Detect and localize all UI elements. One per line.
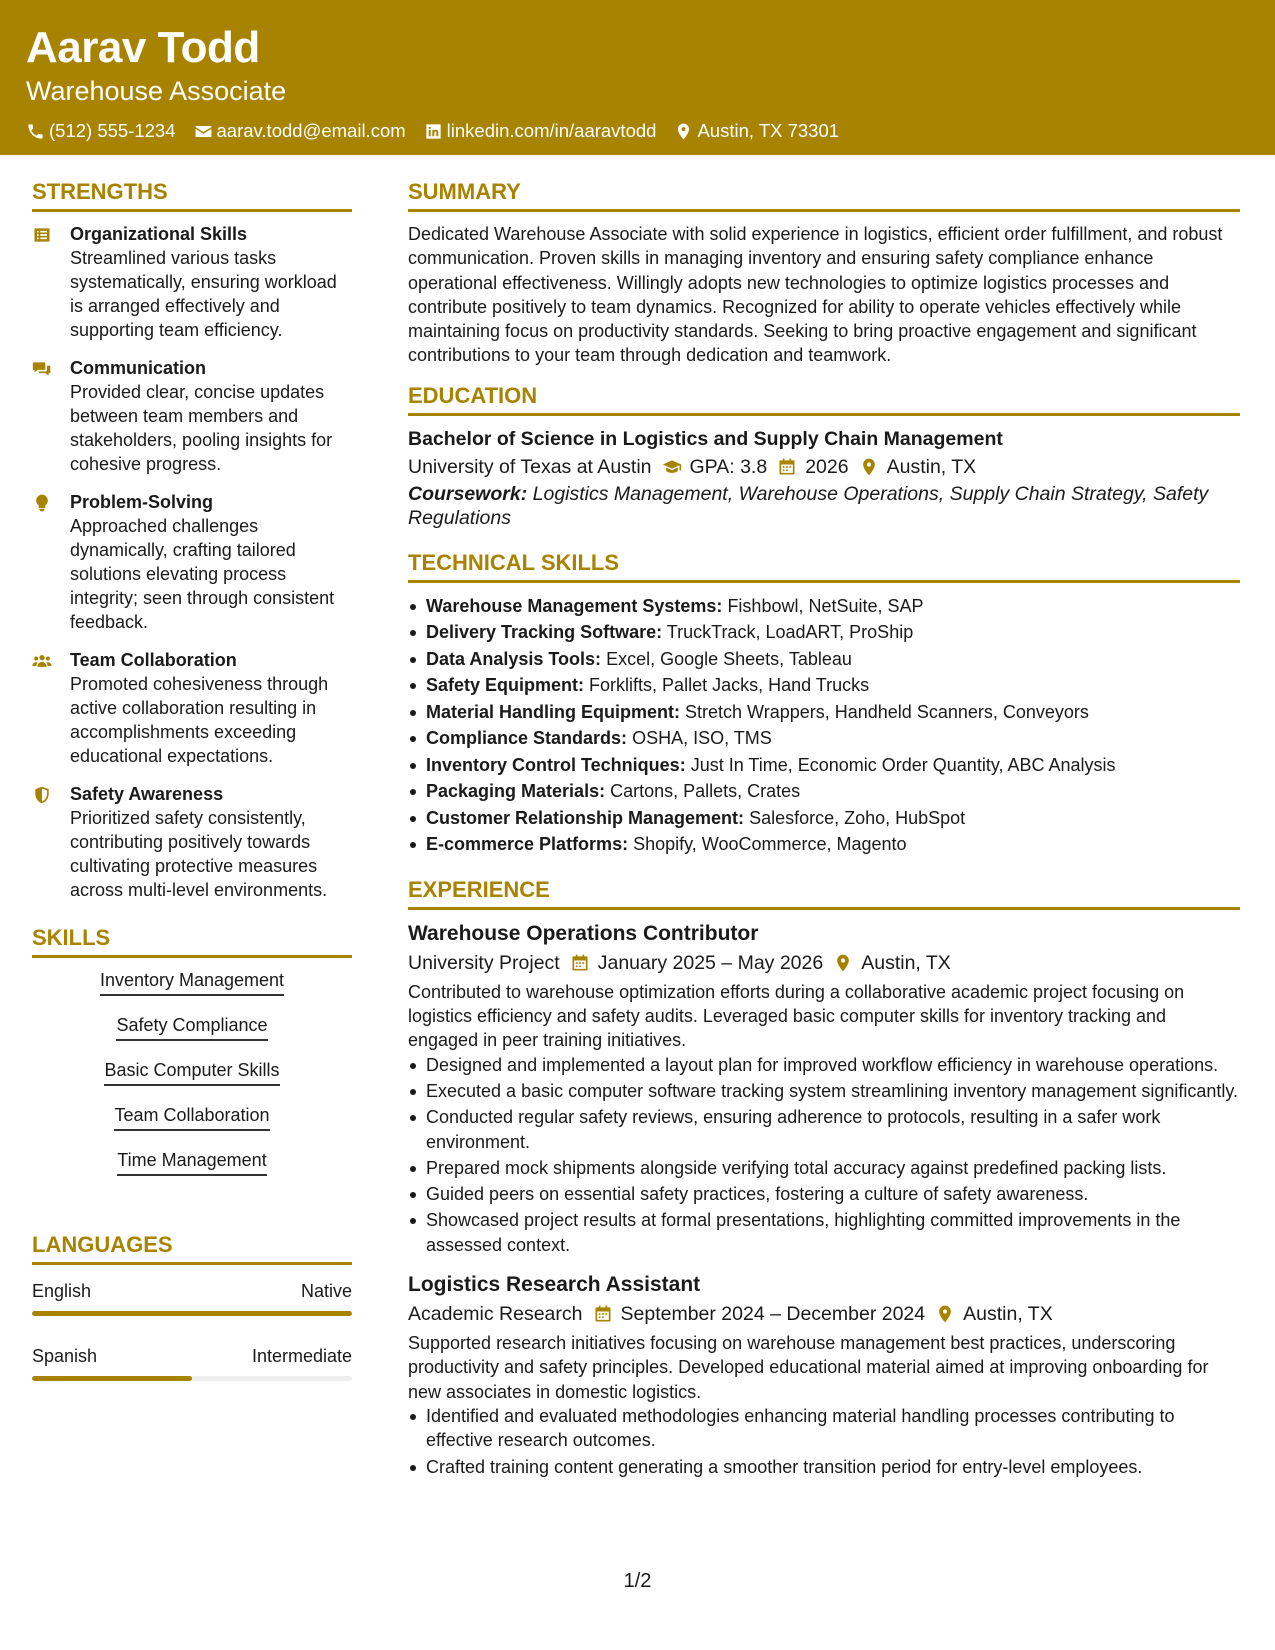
resume-header [0, 0, 1275, 155]
strength-title: Problem-Solving [70, 492, 214, 512]
skill-tag: Time Management [117, 1148, 266, 1176]
tech-skill-value: Forklifts, Pallet Jacks, Hand Trucks [589, 675, 870, 696]
tech-skill-label: E-commerce Platforms: [426, 834, 629, 855]
linkedin-icon [424, 122, 443, 141]
job-title: Warehouse Operations Contributor [408, 921, 759, 945]
language-name: English [32, 1281, 92, 1301]
candidate-name: Aarav Todd [26, 23, 260, 72]
job-bullets [408, 1404, 1240, 1479]
page-number: 1/2 [623, 1570, 652, 1592]
tech-skill-label: Delivery Tracking Software: [426, 622, 663, 643]
skill-tag: Basic Computer Skills [104, 1058, 279, 1086]
map-pin-icon [935, 1304, 955, 1324]
linkedin-contact[interactable] [424, 120, 657, 142]
language-proficiency-bar [32, 1376, 352, 1381]
strength-item [32, 648, 352, 768]
candidate-title: Warehouse Associate [26, 76, 287, 106]
skills-list [32, 968, 352, 1193]
job-title: Logistics Research Assistant [408, 1273, 701, 1297]
list-item [408, 805, 1240, 832]
education-gpa: GPA: 3.8 [689, 455, 768, 478]
list-item [408, 831, 1240, 858]
job-bullets [408, 1053, 1240, 1257]
tech-skill-label: Compliance Standards: [426, 728, 628, 749]
education-coursework [408, 482, 1240, 531]
language-proficiency-fill [32, 1311, 352, 1316]
phone-text: (512) 555-1234 [49, 120, 176, 141]
skill-tag: Safety Compliance [116, 1013, 267, 1041]
education-year: 2026 [805, 455, 849, 478]
list-icon [32, 225, 52, 245]
skill-tag: Inventory Management [100, 968, 284, 996]
calendar-icon [593, 1304, 613, 1324]
language-name: Spanish [32, 1346, 98, 1366]
tech-skill-label: Inventory Control Techniques: [426, 754, 686, 775]
job-meta [408, 1299, 1240, 1329]
strength-item [32, 782, 352, 902]
list-item [408, 593, 1240, 620]
tech-skill-value: TruckTrack, LoadART, ProShip [666, 622, 914, 643]
job-dates: September 2024 – December 2024 [620, 1303, 926, 1326]
tech-skill-label: Data Analysis Tools: [426, 648, 602, 669]
skills-heading: SKILLS [32, 924, 352, 958]
strength-desc: Promoted cohesiveness through active collaboration resulting in accomplishments exceeding educational expectations. [70, 674, 329, 766]
job-location: Austin, TX [963, 1303, 1053, 1326]
coursework-label: Coursework: [408, 482, 528, 505]
list-item: Executed a basic computer software tracking system streamlining inventory management significantly. [408, 1079, 1240, 1103]
languages-heading: LANGUAGES [32, 1231, 352, 1265]
experience-heading: EXPERIENCE [408, 876, 1240, 910]
job-description: Supported research initiatives focusing on warehouse management best practices, underscoring productivity and safety principles. Developed educational material aimed at improving onboarding for new associates in domestic logistics. [408, 1333, 1209, 1402]
left-column [32, 178, 352, 1381]
experience-entry [408, 1271, 1240, 1479]
tech-skill-value: Stretch Wrappers, Handheld Scanners, Conveyors [685, 701, 1089, 722]
phone-contact [26, 120, 176, 142]
users-icon [32, 651, 52, 671]
strength-title: Organizational Skills [70, 224, 248, 244]
job-dates: January 2025 – May 2026 [597, 951, 824, 974]
strengths-heading: STRENGTHS [32, 178, 352, 212]
tech-skill-value: Excel, Google Sheets, Tableau [606, 648, 852, 669]
map-pin-icon [859, 457, 879, 477]
lightbulb-icon [32, 493, 52, 513]
job-org: Academic Research [408, 1303, 583, 1326]
language-item [32, 1344, 352, 1381]
email-contact[interactable] [194, 120, 406, 142]
strength-item [32, 222, 352, 342]
email-text: aarav.todd@email.com [216, 120, 406, 141]
tech-skill-label: Warehouse Management Systems: [426, 595, 723, 616]
strength-title: Safety Awareness [70, 784, 224, 804]
envelope-icon [194, 122, 213, 141]
list-item: Showcased project results at formal presentations, highlighting committed improvements in the assessed context. [408, 1208, 1240, 1257]
tech-skill-value: Just In Time, Economic Order Quantity, ABC Analysis [690, 754, 1116, 775]
education-meta [408, 452, 1240, 482]
strength-desc: Streamlined various tasks systematically, ensuring workload is arranged effectively and supporting team efficiency. [70, 248, 337, 340]
summary-text: Dedicated Warehouse Associate with solid experience in logistics, efficient order fulfillment, and robust communication. Proven skills in managing inventory and ensuring safety compliance enhance operational effectiveness. Willingly adopts new technologies to optimize logistics processes and contribute positively to team dynamics. Recognized for ability to operate vehicles effectively while maintaining focus on productivity standards. Seeking to bring proactive engagement and significant contributions to your team through dedication and teamwork. [408, 224, 1223, 366]
job-description: Contributed to warehouse optimization efforts during a collaborative academic project focusing on logistics efficiency and safety audits. Leveraged basic computer skills for inventory tracking and engaged in peer training initiatives. [408, 981, 1185, 1051]
list-item [408, 646, 1240, 673]
tech-skill-value: Shopify, WooCommerce, Magento [633, 834, 907, 855]
tech-skill-value: Salesforce, Zoho, HubSpot [749, 807, 966, 828]
map-pin-icon [833, 953, 853, 973]
strength-desc: Approached challenges dynamically, crafting tailored solutions elevating process integrity; seen through consistent feedback. [70, 516, 335, 632]
skill-tag: Team Collaboration [114, 1103, 269, 1131]
list-item [408, 752, 1240, 779]
education-school: University of Texas at Austin [408, 455, 652, 478]
education-location: Austin, TX [886, 455, 977, 478]
tech-skill-value: Fishbowl, NetSuite, SAP [727, 595, 924, 616]
phone-icon [26, 122, 45, 141]
language-proficiency-bar [32, 1311, 352, 1316]
strength-desc: Prioritized safety consistently, contributing positively towards cultivating protective measures across multi-level environments. [70, 808, 328, 900]
job-location: Austin, TX [861, 951, 951, 974]
list-item [408, 672, 1240, 699]
calendar-icon [570, 953, 590, 973]
list-item: Conducted regular safety reviews, ensuring adherence to protocols, resulting in a safer work environment. [408, 1105, 1240, 1154]
strength-title: Team Collaboration [70, 650, 237, 670]
right-column [408, 178, 1240, 1493]
list-item: Prepared mock shipments alongside verifying total accuracy against predefined packing lists. [408, 1156, 1240, 1180]
language-level: Native [300, 1281, 352, 1301]
job-meta [408, 948, 1240, 978]
job-org: University Project [408, 951, 560, 974]
shield-icon [32, 785, 52, 805]
summary-heading: SUMMARY [408, 178, 1240, 212]
list-item: Guided peers on essential safety practices, fostering a culture of safety awareness. [408, 1182, 1240, 1206]
calendar-icon [777, 457, 797, 477]
list-item: Crafted training content generating a smoother transition period for entry-level employees. [408, 1455, 1240, 1479]
tech-skill-label: Safety Equipment: [426, 675, 585, 696]
list-item [408, 778, 1240, 805]
tech-skill-label: Customer Relationship Management: [426, 807, 745, 828]
linkedin-text: linkedin.com/in/aaravtodd [446, 120, 657, 141]
strength-title: Communication [70, 358, 207, 378]
strength-item [32, 490, 352, 634]
tech-skill-value: OSHA, ISO, TMS [632, 728, 772, 749]
strength-desc: Provided clear, concise updates between team members and stakeholders, pooling insights for cohesive progress. [70, 382, 333, 474]
list-item: Designed and implemented a layout plan for improved workflow efficiency in warehouse operations. [408, 1053, 1240, 1077]
technical-skills-heading: TECHNICAL SKILLS [408, 549, 1240, 583]
chat-icon [32, 359, 52, 379]
education-heading: EDUCATION [408, 382, 1240, 416]
list-item: Identified and evaluated methodologies enhancing material handling processes contributing to effective research outcomes. [408, 1404, 1240, 1453]
language-level: Intermediate [251, 1346, 352, 1366]
strength-item [32, 356, 352, 476]
contact-row [26, 120, 1249, 142]
language-proficiency-fill [32, 1376, 192, 1381]
list-item [408, 699, 1240, 726]
education-degree: Bachelor of Science in Logistics and Supply Chain Management [408, 427, 1003, 450]
experience-entry [408, 920, 1240, 1257]
list-item [408, 619, 1240, 646]
tech-skill-label: Packaging Materials: [426, 781, 606, 802]
map-pin-icon [674, 122, 693, 141]
technical-skills-list [408, 593, 1240, 858]
location-contact [674, 120, 839, 142]
language-item [32, 1279, 352, 1316]
list-item [408, 725, 1240, 752]
graduation-cap-icon [662, 457, 682, 477]
location-text: Austin, TX 73301 [697, 120, 840, 141]
tech-skill-label: Material Handling Equipment: [426, 701, 681, 722]
coursework-list: Logistics Management, Warehouse Operations, Supply Chain Strategy, Safety Regulations [408, 482, 1209, 530]
tech-skill-value: Cartons, Pallets, Crates [610, 781, 801, 802]
